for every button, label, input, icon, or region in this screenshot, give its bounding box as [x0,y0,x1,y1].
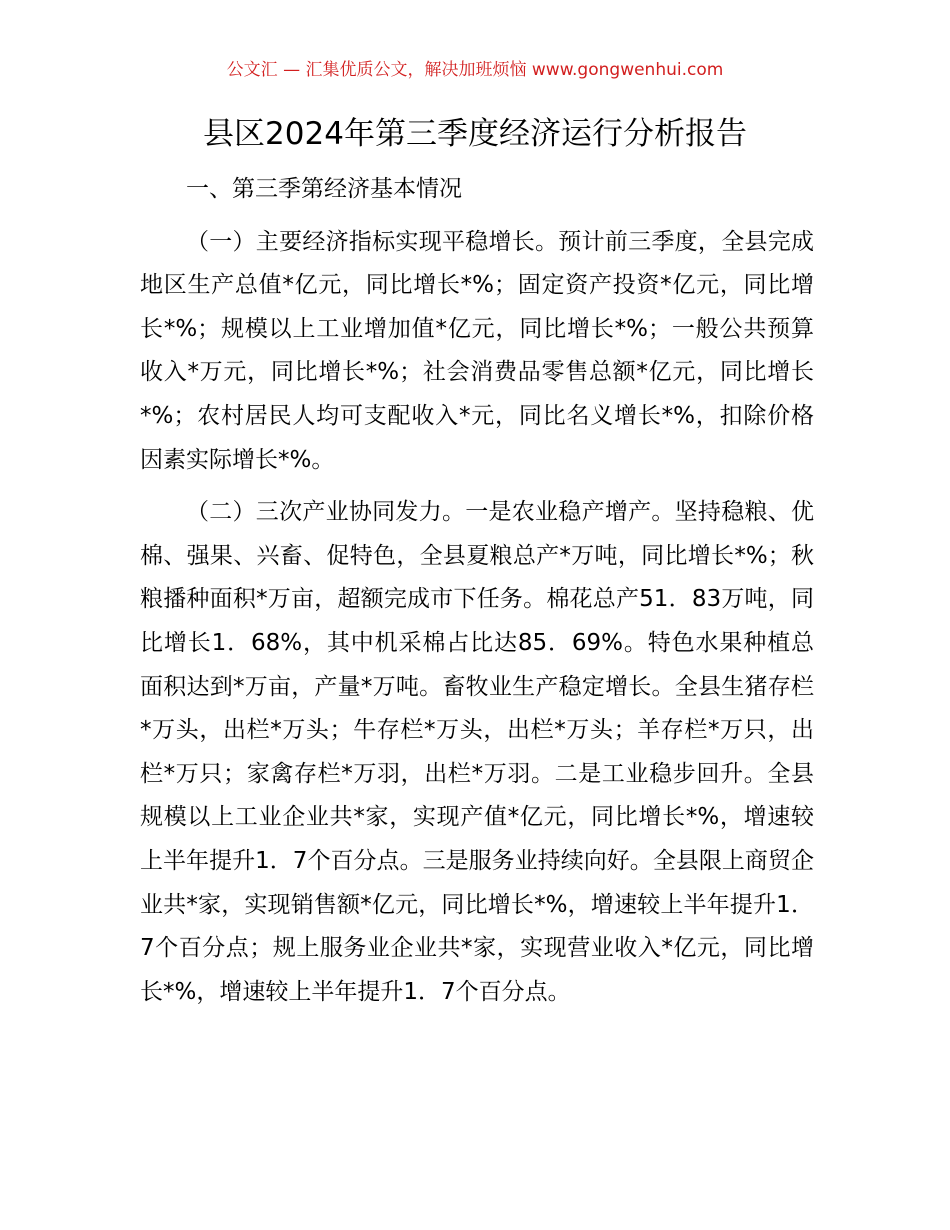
site-header-text: 公文汇 — 汇集优质公文，解决加班烦恼 www.gongwenhui.com [226,60,724,80]
document-title: 县区2024年第三季度经济运行分析报告 [203,116,747,152]
document-body [140,168,814,1014]
section-heading: 一、第三季第经济基本情况 [186,176,462,202]
paragraph-main-indicators: （一）主要经济指标实现平稳增长。预计前三季度，全县完成地区生产总值*亿元，同比增长*%；固定资产投资*亿元，同比增长*%；规模以上工业增加值*亿元，同比增长*%；一般公共预算收入*万元，同比增长*%；社会消费品零售总额*亿元，同比增长*%；农村居民人均可支配收入*元，同比名义增长*%，扣除价格因素实际增长*%。 [140,228,814,473]
paragraph-industries: （二）三次产业协同发力。一是农业稳产增产。坚持稳粮、优棉、强果、兴畜、促特色，全县夏粮总产*万吨，同比增长*%；秋粮播种面积*万亩，超额完成市下任务。棉花总产51．83万吨，同比增长1．68%，其中机采棉占比达85．69%。特色水果种植总面积达到*万亩，产量*万吨。畜牧业生产稳定增长。全县生猪存栏*万头，出栏*万头；牛存栏*万头，出栏*万头；羊存栏*万只，出栏*万只；家禽存栏*万羽，出栏*万羽。二是工业稳步回升。全县规模以上工业企业共*家，实现产值*亿元，同比增长*%，增速较上半年提升1．7个百分点。三是服务业持续向好。全县限上商贸企业共*家，实现销售额*亿元，同比增长*%，增速较上半年提升1．7个百分点；规上服务业企业共*家，实现营业收入*亿元，同比增长*%，增速较上半年提升1．7个百分点。 [140,499,814,1005]
